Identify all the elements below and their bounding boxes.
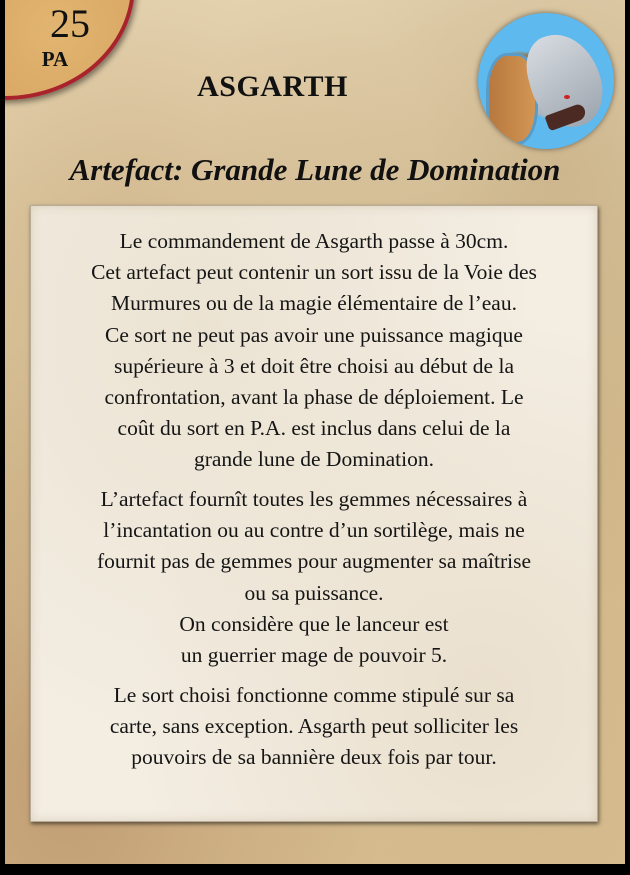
rules-line: Cet artefact peut contenir un sort issu de la Voie des [91,260,537,285]
rules-line: grande lune de Domination. [193,447,435,472]
rules-line: un guerrier mage de pouvoir 5. [180,643,448,668]
cost-value: 25 [50,1,90,46]
rules-line: Murmures ou de la magie élémentaire de l’eau. [111,291,517,316]
rules-paragraph-1 [31,226,597,476]
rules-paragraph-3 [31,680,597,774]
rules-line: supérieure à 3 et doit être choisi au début de la [114,353,514,378]
artefact-card [5,0,625,864]
rules-line: carte, sans exception. Asgarth peut solliciter les [109,714,519,739]
rules-line: confrontation, avant la phase de déploiement. Le [104,385,524,410]
rules-line: coût du sort en P.A. est inclus dans celui de la [117,416,511,441]
rules-line: fournit pas de gemmes pour augmenter sa maîtrise [96,549,532,574]
rules-text-box [30,205,598,822]
unit-name: ASGARTH [197,70,348,103]
rules-line: ou sa puissance. [244,580,384,605]
rules-line: pouvoirs de sa bannière deux fois par tour. [131,745,497,770]
artefact-title: Artefact: Grande Lune de Domination [69,152,561,187]
rules-line: L’artefact fournît toutes les gemmes nécessaires à [100,487,528,511]
rules-line: Ce sort ne peut pas avoir une puissance magique [105,322,523,347]
rules-line: l’incantation ou au contre d’un sortilège, mais ne [103,518,525,543]
cost-unit: PA [41,47,69,71]
rules-line: Le sort choisi fonctionne comme stipulé sur sa [113,683,515,707]
rules-paragraph-2 [31,484,597,671]
rules-line: On considère que le lanceur est [179,611,449,636]
rules-line: Le commandement de Asgarth passe à 30cm. [119,229,509,253]
